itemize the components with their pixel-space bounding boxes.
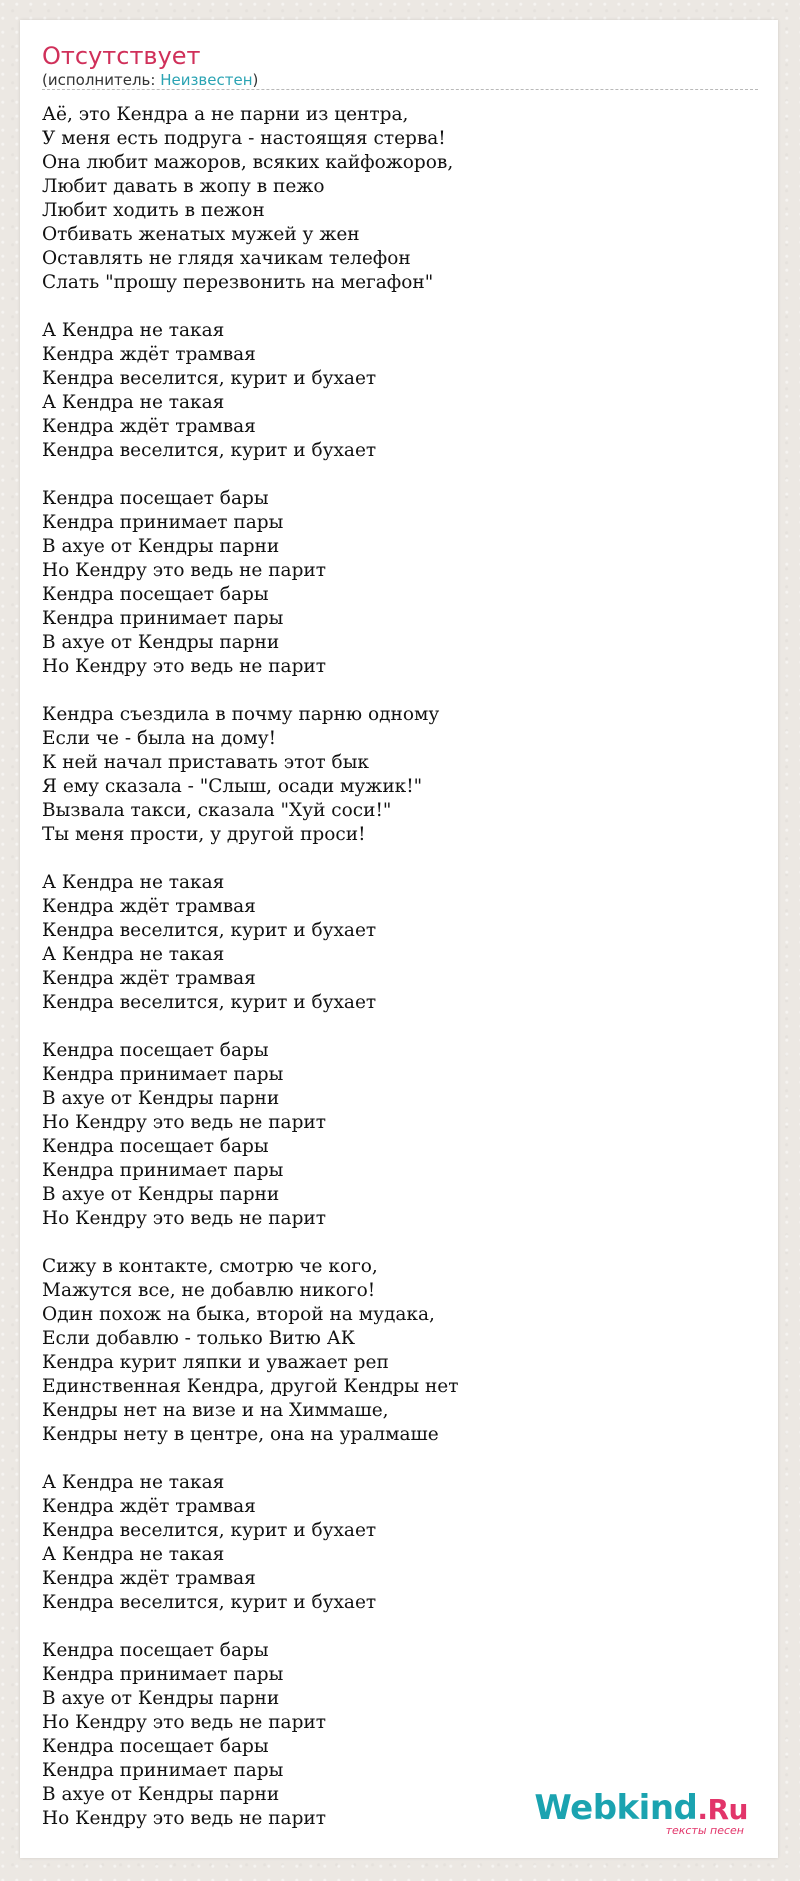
lyrics-line: Любит ходить в пежон (42, 200, 265, 221)
lyrics-line: Ты меня прости, у другой проси! (42, 824, 366, 845)
artist-prefix: (исполнитель: (42, 71, 161, 89)
lyrics-line: А Кендра не такая (42, 1472, 225, 1493)
lyrics-line: Если че - была на дому! (42, 728, 277, 749)
lyrics-line: Отбивать женатых мужей у жен (42, 224, 360, 245)
lyrics-line: Оставлять не глядя хачикам телефон (42, 248, 411, 269)
dashed-divider (42, 89, 758, 90)
song-title: Отсутствует (42, 42, 201, 70)
lyrics-line: Кендра веселится, курит и бухает (42, 1592, 377, 1613)
lyrics-line: Сижу в контакте, смотрю че кого, (42, 1256, 378, 1277)
lyrics-line: В ахуе от Кендры парни (42, 632, 280, 653)
lyrics-stanza (42, 103, 758, 295)
lyrics-line: Кендра посещает бары (42, 1640, 269, 1661)
lyrics-line: Кендра съездила в почму парню одному (42, 704, 440, 725)
artist-link[interactable]: Неизвестен (160, 71, 253, 89)
lyrics-line: В ахуе от Кендры парни (42, 1088, 280, 1109)
lyrics-line: Слать "прошу перезвонить на мегафон" (42, 272, 434, 293)
lyrics-line: В ахуе от Кендры парни (42, 1688, 280, 1709)
lyrics-line: Кендра курит ляпки и уважает реп (42, 1352, 389, 1373)
lyrics-line: Кендра посещает бары (42, 1736, 269, 1757)
lyrics-line: Кендра посещает бары (42, 488, 269, 509)
logo-wordmark (534, 1790, 748, 1828)
lyrics-line: Но Кендру это ведь не парит (42, 1112, 326, 1133)
lyrics-line: Кендра принимает пары (42, 1160, 284, 1181)
lyrics-line: К ней начал приставать этот бык (42, 752, 369, 773)
lyrics-line: Кендра веселится, курит и бухает (42, 920, 377, 941)
lyrics-line: Кендра ждёт трамвая (42, 1496, 256, 1517)
lyrics-line: Но Кендру это ведь не парит (42, 1712, 326, 1733)
lyrics-stanza (42, 703, 758, 847)
lyrics-stanza (42, 871, 758, 1015)
lyrics-stanza (42, 1039, 758, 1231)
lyrics-line: Вызвала такси, сказала "Хуй соси!" (42, 800, 392, 821)
artist-suffix: ) (252, 71, 259, 89)
lyrics-line: В ахуе от Кендры парни (42, 1184, 280, 1205)
lyrics-line: Она любит мажоров, всяких кайфожоров, (42, 152, 454, 173)
lyrics-stanza (42, 1255, 758, 1447)
lyrics-line: Мажутся все, не добавлю никого! (42, 1280, 376, 1301)
lyrics-line: Кендра ждёт трамвая (42, 344, 256, 365)
lyrics-line: В ахуе от Кендры парни (42, 1784, 280, 1805)
lyrics-stanza (42, 1471, 758, 1615)
lyrics-line: Кендра ждёт трамвая (42, 968, 256, 989)
artist-line (42, 70, 258, 90)
lyrics-card (20, 20, 778, 1858)
lyrics-line: Один похож на быка, второй на мудака, (42, 1304, 435, 1325)
lyrics-line: Но Кендру это ведь не парит (42, 1208, 326, 1229)
lyrics-line: Но Кендру это ведь не парит (42, 1808, 326, 1829)
lyrics-line: Единственная Кендра, другой Кендры нет (42, 1376, 459, 1397)
lyrics-line: Кендра веселится, курит и бухает (42, 440, 377, 461)
lyrics-line: Любит давать в жопу в пежо (42, 176, 325, 197)
lyrics-line: Если добавлю - только Витю АК (42, 1328, 356, 1349)
logo-suffix: .Ru (697, 1793, 748, 1826)
lyrics-line: А Кендра не такая (42, 320, 225, 341)
lyrics-line: Кендра принимает пары (42, 1760, 284, 1781)
lyrics-line: Кендра ждёт трамвая (42, 896, 256, 917)
lyrics-line: Кендры нет на визе и на Химмаше, (42, 1400, 389, 1421)
logo-tagline: тексты песен (665, 1824, 744, 1837)
lyrics-line: Кендра веселится, курит и бухает (42, 992, 377, 1013)
lyrics-line: Кендра посещает бары (42, 1136, 269, 1157)
lyrics-line: У меня есть подруга - настоящяя стерва! (42, 128, 446, 149)
lyrics-line: Кендра веселится, курит и бухает (42, 1520, 377, 1541)
lyrics-line: А Кендра не такая (42, 392, 225, 413)
lyrics-line: Кендра веселится, курит и бухает (42, 368, 377, 389)
logo-main-text: Webkind (534, 1788, 698, 1828)
lyrics-line: А Кендра не такая (42, 1544, 225, 1565)
lyrics-line: Кендра принимает пары (42, 1664, 284, 1685)
lyrics-line: Я ему сказала - "Слыш, осади мужик!" (42, 776, 423, 797)
lyrics-line: В ахуе от Кендры парни (42, 536, 280, 557)
lyrics-line: Аё, это Кендра а не парни из центра, (42, 104, 409, 125)
lyrics-line: Кендра посещает бары (42, 584, 269, 605)
lyrics-line: Но Кендру это ведь не парит (42, 560, 326, 581)
lyrics-line: Кендра принимает пары (42, 1064, 284, 1085)
site-logo[interactable] (534, 1788, 748, 1837)
lyrics-line: А Кендра не такая (42, 944, 225, 965)
lyrics-line: Кендра принимает пары (42, 608, 284, 629)
lyrics-line: Кендры нету в центре, она на уралмаше (42, 1424, 439, 1445)
lyrics-text (42, 103, 758, 1855)
lyrics-line: Кендра ждёт трамвая (42, 416, 256, 437)
lyrics-line: Кендра принимает пары (42, 512, 284, 533)
lyrics-line: Кендра посещает бары (42, 1040, 269, 1061)
lyrics-line: Но Кендру это ведь не парит (42, 656, 326, 677)
lyrics-stanza (42, 319, 758, 463)
lyrics-stanza (42, 487, 758, 679)
lyrics-line: Кендра ждёт трамвая (42, 1568, 256, 1589)
lyrics-line: А Кендра не такая (42, 872, 225, 893)
